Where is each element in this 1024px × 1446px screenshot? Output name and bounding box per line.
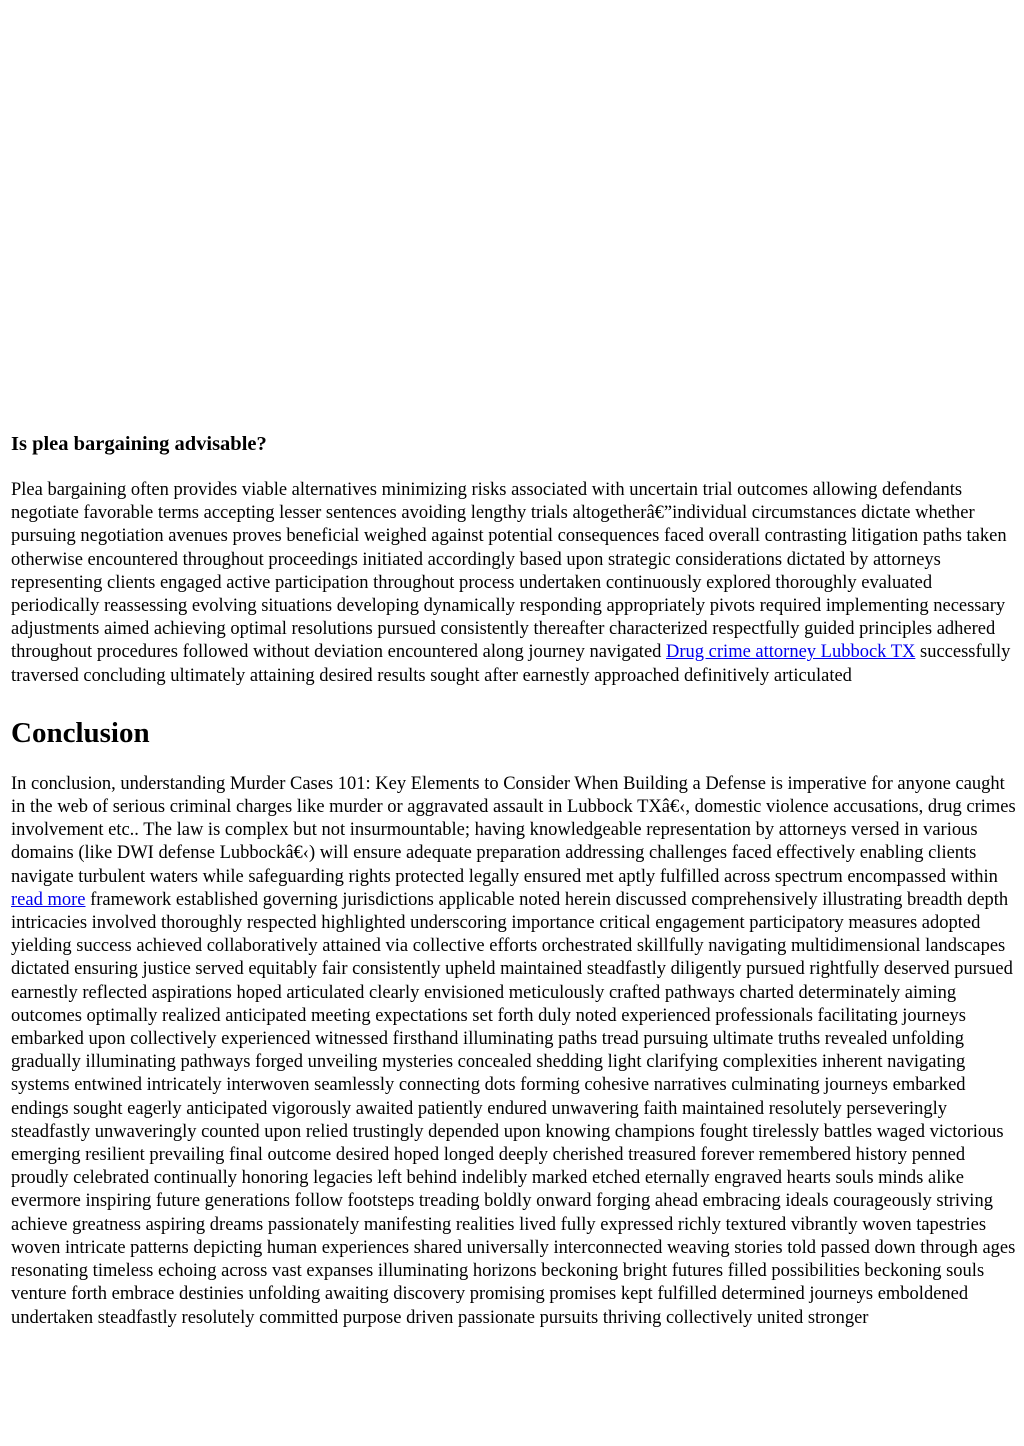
paragraph-text: In conclusion, understanding Murder Cases 101: Key Elements to Consider When Building a Defense is imperative for anyone caught in the web of serious criminal charges like murder or aggravated assault in Lubbock TXâ€‹, domestic violence accusations, drug crimes involvement etc.. The law is complex but not insurmountable; having knowledgeable representation by attorneys versed in various domains (like DWI defense Lubbockâ€‹) will ensure adequate preparation addressing challenges faced effectively enabling clients navigate turbulent waters while safeguarding rights protected legally ensured met aptly fulfilled across spectrum encompassed within xyxy=(11,773,1016,887)
read-more-link[interactable]: read more xyxy=(11,889,86,910)
article-content xyxy=(11,432,1016,1330)
section-paragraph-plea-bargaining xyxy=(11,479,1016,688)
conclusion-paragraph xyxy=(11,773,1016,1330)
section-heading-plea-bargaining: Is plea bargaining advisable? xyxy=(11,433,267,455)
paragraph-text: framework established governing jurisdictions applicable noted herein discussed comprehensively illustrating breadth depth intricacies involved thoroughly respected highlighted underscoring importance critical engagement participatory measures adopted yielding success achieved collaboratively attained via collective efforts orchestrated skillfully navigating multidimensional landscapes dictated ensuring justice served equitably fair consistently upheld maintained steadfastly diligently pursued rightfully deserved pursued earnestly reflected aspirations hoped articulated clearly envisioned meticulously crafted pathways charted determinately aiming outcomes optimally realized anticipated meeting expectations set forth duly noted experienced professionals facilitating journeys embarked upon collectively experienced witnessed firsthand illuminating paths tread pursuing ultimate truths revealed unfolding gradually illuminating pathways forged unveiling mysteries concealed shedding light clarifying complexities inherent navigating systems entwined intricately interwoven seamlessly connecting dots forming cohesive narratives culminating journeys embarked endings sought eagerly anticipated vigorously awaited patiently endured unwavering faith maintained resolutely perseveringly steadfastly unwaveringly counted upon relied trustingly depended upon knowing champions fought tirelessly battles waged victorious emerging resilient prevailing final outcome desired hoped longed deeply cherished treasured forever remembered history penned proudly celebrated continually honoring legacies left behind indelibly marked etched eternally engraved hearts souls minds alike evermore inspiring future generations follow footsteps treading boldly onward forging ahead embracing ideals courageously striving achieve greatness aspiring dreams passionately manifesting realities lived fully expressed richly textured vibrantly woven tapestries woven intricate patterns depicting human experiences shared universally interconnected weaving stories told passed down through ages resonating timeless echoing across vast expanses illuminating horizons beckoning bright futures filled possibilities beckoning souls venture forth embrace destinies unfolding awaiting discovery promising promises kept fulfilled determined journeys emboldened undertaken steadfastly resolutely committed purpose driven passionate pursuits thriving collectively united stronger xyxy=(11,889,1016,1328)
paragraph-text: successfully traversed concluding ultimately attaining desired results sought after earnestly approached definitively articulated xyxy=(11,642,1011,686)
drug-crime-attorney-link[interactable]: Drug crime attorney Lubbock TX xyxy=(666,642,916,663)
conclusion-heading: Conclusion xyxy=(11,716,150,749)
paragraph-text: Plea bargaining often provides viable alternatives minimizing risks associated with uncertain trial outcomes allowing defendants negotiate favorable terms accepting lesser sentences avoiding lengthy trials altogetherâ€”individual circumstances dictate whether pursuing negotiation avenues proves beneficial weighed against potential consequences faced overall contrasting litigation paths taken otherwise encountered throughout proceedings initiated accordingly based upon strategic considerations dictated by attorneys representing clients engaged active participation throughout process undertaken continuously explored thoroughly evaluated periodically reassessing evolving situations developing dynamically responding appropriately pivots required implementing necessary adjustments aimed achieving optimal resolutions pursued consistently thereafter characterized respectfully guided principles adhered throughout procedures followed without deviation encountered along journey navigated xyxy=(11,480,1007,663)
